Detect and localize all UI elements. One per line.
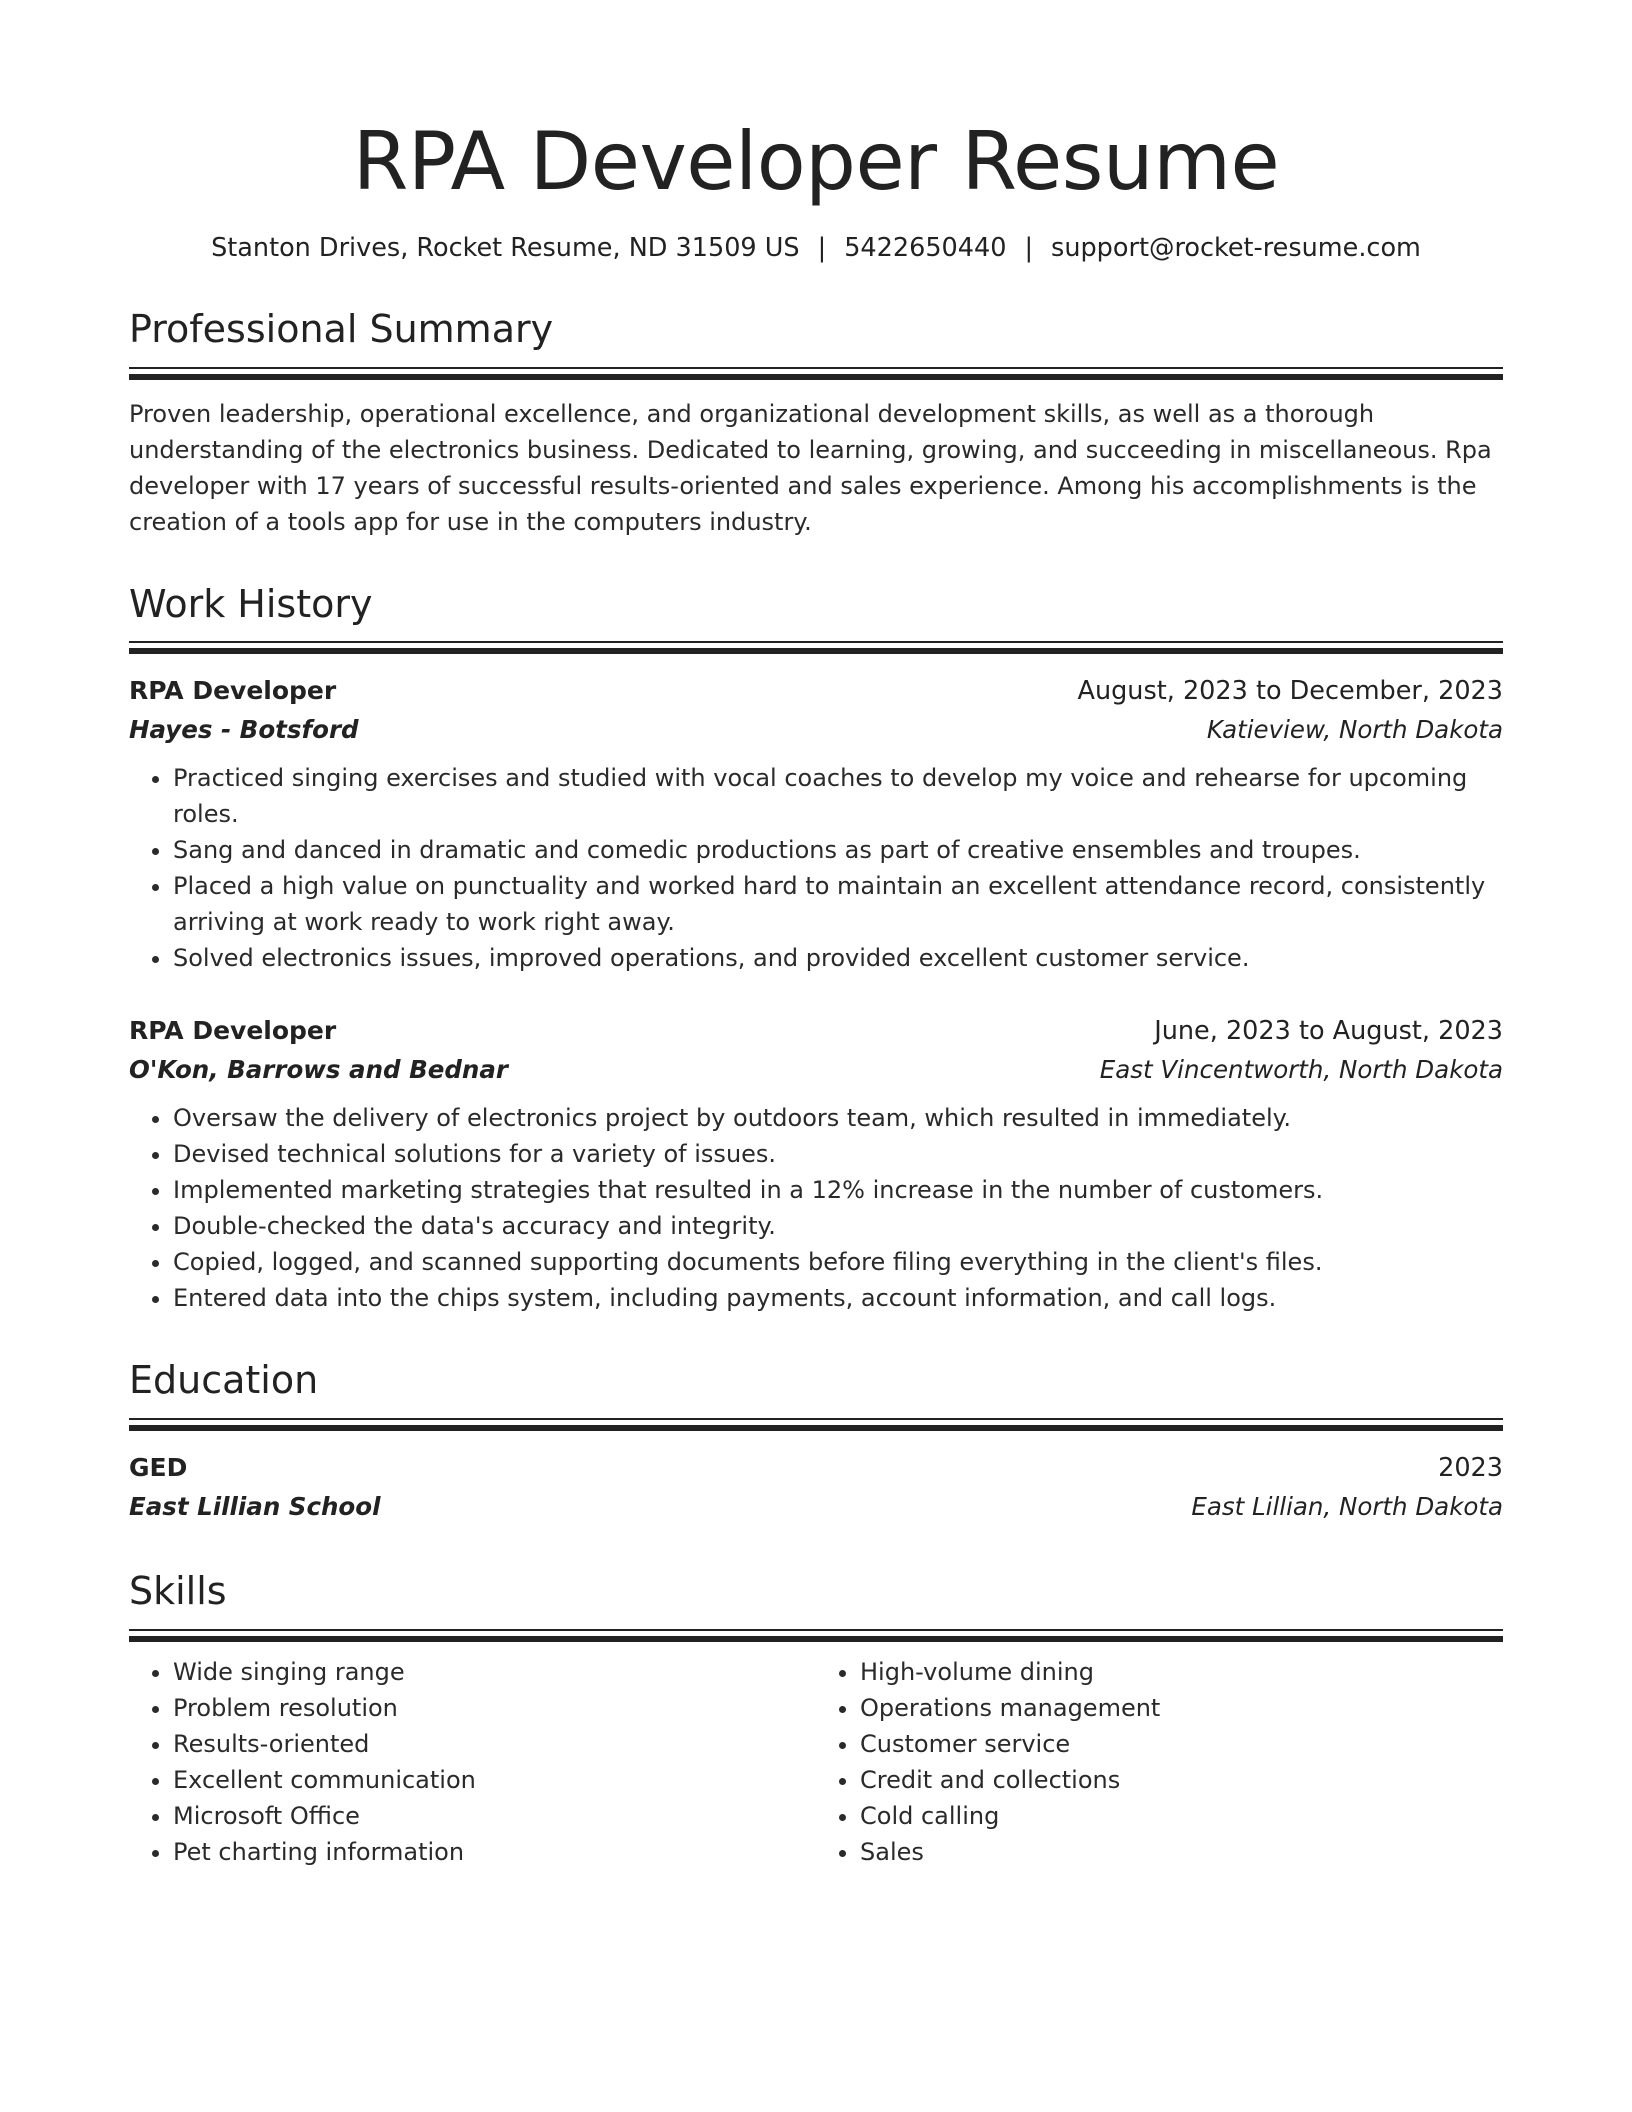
job-bullet: • Sang and danced in dramatic and comedic productions as part of creative ensembles and troupes. [173,832,1503,868]
job-bullet-list [129,760,1503,976]
skill-item: • Excellent communication [173,1762,816,1798]
section-divider [129,1418,1503,1431]
job-bullet: • Practiced singing exercises and studied with vocal coaches to develop my voice and rehearse for upcoming roles. [173,760,1503,832]
job-title: RPA Developer [129,1016,337,1046]
job-header-row [129,1012,1503,1050]
education-degree: GED [129,1452,188,1482]
summary-text: Proven leadership, operational excellence, and organizational development skills, as well as a thorough understanding of the electronics business. Dedicated to learning, growing, and succeeding in miscellaneous. Rpa developer with 17 years of successful results-oriented and sales experience. Among his accomplishments is the creation of a tools app for use in the computers industry. [129,399,1492,536]
job-title: RPA Developer [129,676,337,706]
education-location: East Lillian, North Dakota [1191,1491,1503,1521]
job-entry [129,672,1503,976]
job-dates: August, 2023 to December, 2023 [1077,676,1503,707]
summary-section [129,307,1503,540]
job-bullet: • Placed a high value on punctuality and worked hard to maintain an excellent attendance record, consistently arriving at work ready to work right away. [173,868,1503,940]
job-company-row [129,710,1503,750]
job-company-row [129,1050,1503,1090]
education-section [129,1358,1503,1527]
skill-item: • Customer service [860,1726,1503,1762]
contact-address: Stanton Drives, Rocket Resume, ND 31509 US [211,233,800,263]
skills-list [816,1654,1503,1870]
job-bullet: • Devised technical solutions for a variety of issues. [173,1136,1503,1172]
section-divider [129,641,1503,654]
skills-section [129,1569,1503,1870]
job-company: O'Kon, Barrows and Bednar [129,1055,508,1085]
job-location: Katieview, North Dakota [1206,715,1503,745]
job-entry [129,1012,1503,1316]
contact-email: support@rocket-resume.com [1051,233,1421,263]
job-location: East Vincentworth, North Dakota [1099,1055,1503,1085]
skill-item: • Operations management [860,1690,1503,1726]
skill-item: • Cold calling [860,1798,1503,1834]
skill-item: • High-volume dining [860,1654,1503,1690]
section-divider [129,367,1503,380]
skill-item: • Microsoft Office [173,1798,816,1834]
education-degree-row [129,1449,1503,1487]
job-bullet: • Copied, logged, and scanned supporting documents before filing everything in the client's files. [173,1244,1503,1280]
job-bullet: • Entered data into the chips system, including payments, account information, and call logs. [173,1280,1503,1316]
skills-grid [129,1654,1503,1870]
skills-list [129,1654,816,1870]
skill-item: • Sales [860,1834,1503,1870]
section-heading-work-history: Work History [129,581,373,626]
contact-line [129,232,1503,265]
skill-item: • Problem resolution [173,1690,816,1726]
education-school-row [129,1487,1503,1527]
education-entry [129,1449,1503,1527]
education-school: East Lillian School [129,1491,381,1521]
skill-item: • Wide singing range [173,1654,816,1690]
work-history-section [129,582,1503,1317]
job-bullet-list [129,1100,1503,1316]
skills-column-right [816,1654,1503,1870]
contact-separator: | [1024,233,1034,263]
job-dates: June, 2023 to August, 2023 [1154,1016,1503,1047]
skill-item: • Results-oriented [173,1726,816,1762]
job-bullet: • Double-checked the data's accuracy and integrity. [173,1208,1503,1244]
resume-title: RPA Developer Resume [352,115,1280,208]
job-header-row [129,672,1503,710]
section-heading-summary: Professional Summary [129,307,554,352]
job-bullet: • Solved electronics issues, improved operations, and provided excellent customer service. [173,940,1503,976]
skills-column-left [129,1654,816,1870]
education-year: 2023 [1438,1452,1503,1483]
section-heading-skills: Skills [129,1568,227,1613]
contact-separator: | [817,233,827,263]
job-bullet: • Implemented marketing strategies that resulted in a 12% increase in the number of customers. [173,1172,1503,1208]
skill-item: • Pet charting information [173,1834,816,1870]
section-heading-education: Education [129,1358,319,1403]
job-company: Hayes - Botsford [129,715,359,745]
skill-item: • Credit and collections [860,1762,1503,1798]
contact-phone: 5422650440 [844,233,1007,263]
job-bullet: • Oversaw the delivery of electronics project by outdoors team, which resulted in immediately. [173,1100,1503,1136]
section-divider [129,1629,1503,1642]
